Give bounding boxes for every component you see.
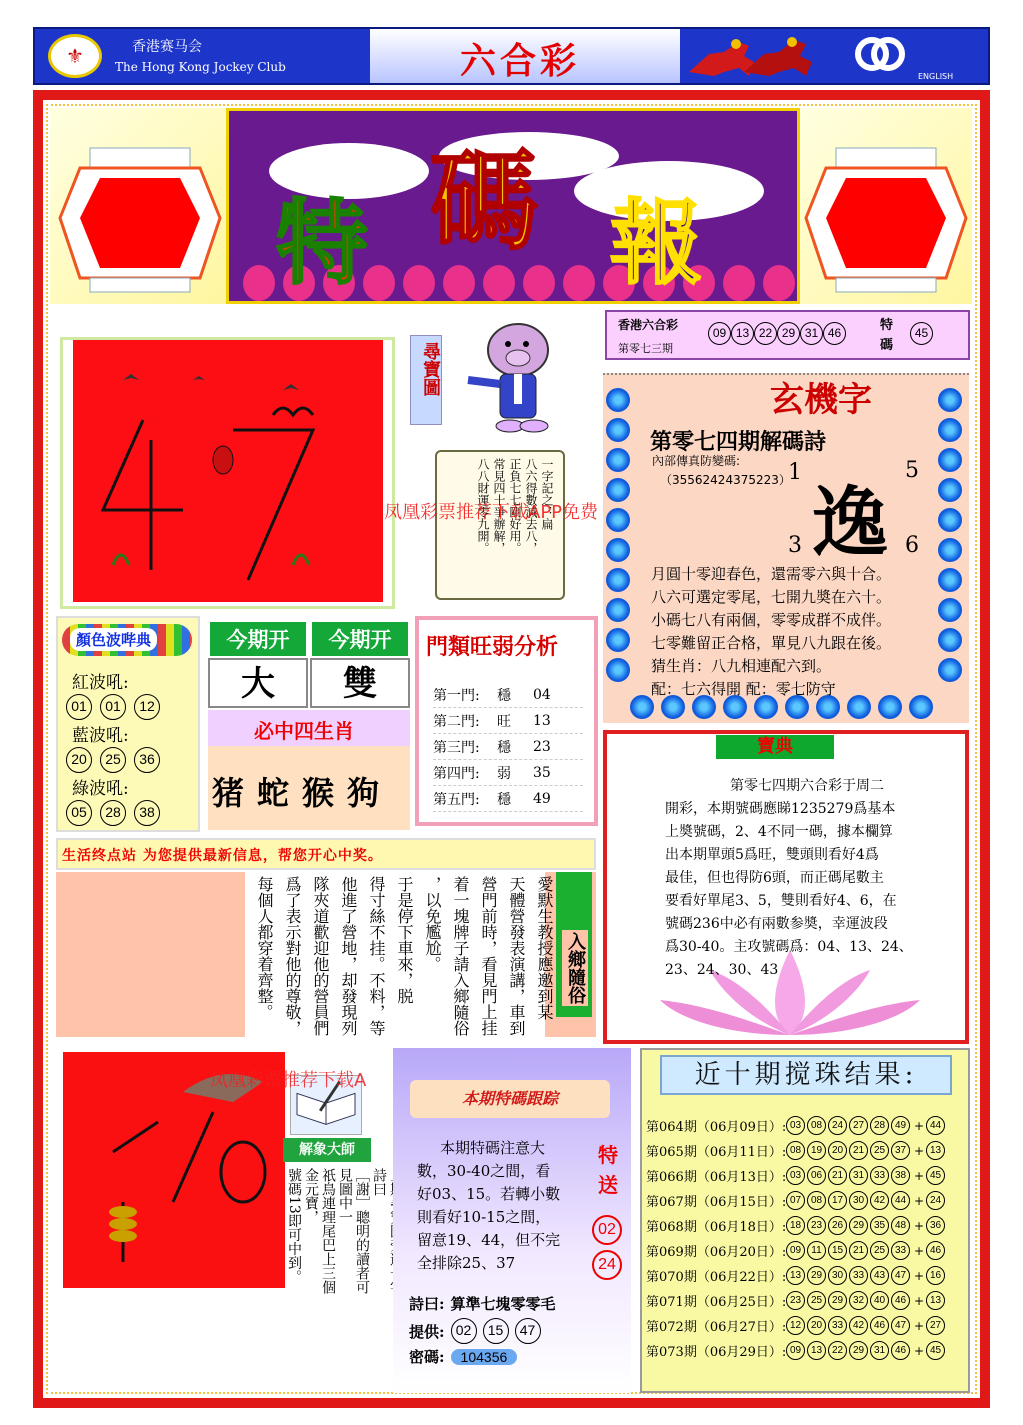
zodiac-animal: 猪 bbox=[212, 774, 245, 812]
table-row bbox=[433, 708, 583, 734]
special-ball: 45 bbox=[926, 1341, 945, 1360]
ball-number: 15 bbox=[483, 1318, 509, 1344]
poem-label: 詩曰: bbox=[409, 1295, 445, 1313]
ball-number: 25 bbox=[100, 747, 126, 773]
draw-label: 第066期（06月13日）: bbox=[646, 1170, 787, 1185]
door-analysis-table bbox=[433, 682, 583, 812]
door-label: 第二門: bbox=[433, 713, 480, 730]
ball-number: 05 bbox=[66, 800, 92, 826]
banner-char-3: 報 bbox=[610, 189, 703, 297]
last-result-label: 香港六合彩 bbox=[618, 318, 679, 332]
english-link-icon[interactable] bbox=[848, 34, 912, 74]
table-row bbox=[646, 1213, 966, 1238]
interpret-line: 詩曰 bbox=[371, 1168, 387, 1196]
special-send-number: 02 bbox=[592, 1215, 622, 1245]
ball-number: 25 bbox=[870, 1241, 889, 1260]
interpret-line: 號碼13即可中到。 bbox=[286, 1168, 302, 1284]
table-row bbox=[646, 1163, 966, 1188]
special-track-line: 全排除25、37 bbox=[417, 1254, 516, 1272]
zodiac-animal: 狗 bbox=[347, 774, 380, 812]
door-label: 第五門: bbox=[433, 791, 480, 808]
ball-number: 46 bbox=[870, 1316, 889, 1335]
ball-number: 43 bbox=[870, 1266, 889, 1285]
poem-text: 算準七塊零零毛 bbox=[450, 1295, 556, 1313]
poem-row bbox=[409, 1293, 556, 1314]
ball-number: 38 bbox=[891, 1166, 910, 1185]
ball-number: 08 bbox=[807, 1116, 826, 1135]
treasure-book-line: 23、24、30、43 bbox=[665, 962, 779, 978]
ball-number: 47 bbox=[891, 1316, 910, 1335]
ball-number: 29 bbox=[777, 322, 800, 345]
last-result-numbers bbox=[708, 322, 846, 345]
table-row bbox=[646, 1113, 966, 1138]
treasure-book-line: 要看好單尾3、5，雙則看好4、6，在 bbox=[665, 893, 897, 909]
plus-sign: + bbox=[914, 1218, 925, 1233]
plus-sign: + bbox=[914, 1343, 925, 1358]
door-number: 49 bbox=[533, 790, 551, 807]
last-result-period: 第零七三期 bbox=[618, 342, 673, 355]
interpret-text bbox=[285, 1168, 404, 1296]
treasure-map-label: 尋寶圖 bbox=[420, 342, 441, 396]
door-state: 弱 bbox=[497, 765, 511, 782]
special-label: 特碼 bbox=[880, 318, 894, 353]
interpret-line: ［謝］聰明的讀者可見圖中一 bbox=[337, 1168, 370, 1294]
code-label: 密碼: bbox=[409, 1348, 445, 1366]
ball-number: 35 bbox=[870, 1216, 889, 1235]
ball-number: 33 bbox=[891, 1241, 910, 1260]
table-row bbox=[433, 760, 583, 786]
banner-char-2: 碼 bbox=[430, 139, 539, 265]
banner-char-1: 特 bbox=[276, 189, 369, 297]
table-row bbox=[646, 1288, 966, 1313]
draw-label: 第064期（06月09日）: bbox=[646, 1120, 787, 1135]
pig-mascot-icon bbox=[460, 312, 580, 442]
ball-number: 02 bbox=[451, 1318, 477, 1344]
story-line: ，以免尷尬。 bbox=[423, 876, 442, 972]
fax-label: 內部傳真防變碼: bbox=[652, 454, 741, 468]
treasure-book-line: 上奬號碼，2、4不同一碼，據本欄算 bbox=[665, 824, 893, 840]
plus-sign: + bbox=[914, 1293, 925, 1308]
scroll-line: 八八財運零九開。 bbox=[476, 458, 490, 554]
draw-label: 第073期（06月29日）: bbox=[646, 1345, 787, 1360]
treasure-book-line: 出本期單頭5爲旺，雙頭則看好4爲 bbox=[665, 847, 879, 863]
color-wave-title: 顏色波哔典 bbox=[70, 628, 157, 651]
scroll-line: 一字記之：扁 bbox=[540, 458, 554, 530]
ball-number: 42 bbox=[849, 1316, 868, 1335]
ball-number: 01 bbox=[100, 694, 126, 720]
door-number: 13 bbox=[533, 712, 551, 729]
ball-number: 33 bbox=[870, 1166, 889, 1185]
ball-number: 49 bbox=[891, 1116, 910, 1135]
ball-number: 08 bbox=[807, 1191, 826, 1210]
ball-number: 13 bbox=[807, 1341, 826, 1360]
racehorses-icon bbox=[684, 32, 824, 80]
zodiac-animal: 蛇 bbox=[257, 774, 290, 812]
story-line: 愛默生教授應邀到某 bbox=[535, 876, 554, 1020]
ball-number: 29 bbox=[828, 1291, 847, 1310]
draw-label: 第072期（06月27日）: bbox=[646, 1320, 787, 1335]
odd-even-value: 雙 bbox=[310, 658, 410, 708]
code-row bbox=[409, 1346, 517, 1367]
ball-number: 30 bbox=[849, 1191, 868, 1210]
story-line: 營門前時，看見門上挂 bbox=[479, 876, 498, 1036]
door-label: 第三門: bbox=[433, 739, 480, 756]
mystery-char-title: 玄機字 bbox=[770, 380, 872, 420]
lantern-right bbox=[800, 108, 972, 304]
poem-line: 八六可選定零尾，七開九奬在六十。 bbox=[651, 588, 892, 606]
special-ball: 16 bbox=[926, 1266, 945, 1285]
ball-number: 28 bbox=[870, 1116, 889, 1135]
special-track-line: 數，30-40之間，看 bbox=[417, 1162, 551, 1180]
special-track-line: 則看好10-15之間， bbox=[417, 1208, 551, 1226]
ball-number: 29 bbox=[807, 1266, 826, 1285]
ball-number: 24 bbox=[828, 1116, 847, 1135]
corner-number: 1 bbox=[788, 460, 802, 485]
open-this-header: 今期开 bbox=[208, 620, 308, 658]
ball-number: 18 bbox=[786, 1216, 805, 1235]
treasure-book-title: 寶典 bbox=[716, 735, 834, 759]
draw-label: 第071期（06月25日）: bbox=[646, 1295, 787, 1310]
special-send-number: 24 bbox=[592, 1250, 622, 1280]
door-state: 穩 bbox=[497, 739, 511, 756]
corner-number: 3 bbox=[788, 533, 802, 558]
table-row bbox=[646, 1338, 966, 1363]
flower-border bbox=[938, 388, 962, 706]
ball-number: 28 bbox=[100, 800, 126, 826]
special-track-title: 本期特碼跟踪 bbox=[410, 1080, 610, 1118]
story-line: 于是停下車來，脱 bbox=[395, 876, 414, 1004]
recent-draws-table bbox=[646, 1113, 966, 1363]
treasure-book-line: 爲30-40。主攻號碼爲：04、13、24、 bbox=[665, 939, 913, 955]
table-row bbox=[646, 1188, 966, 1213]
ball-number: 12 bbox=[786, 1316, 805, 1335]
ball-number: 03 bbox=[786, 1166, 805, 1185]
mystery-char: 逸 bbox=[812, 478, 888, 567]
poem-line: 配：七六得開 配：零七防守 bbox=[651, 680, 836, 698]
ball-number: 15 bbox=[828, 1241, 847, 1260]
ball-number: 38 bbox=[134, 800, 160, 826]
green-wave-numbers bbox=[66, 800, 160, 826]
english-link[interactable]: ENGLISH bbox=[918, 72, 954, 81]
ball-number: 09 bbox=[786, 1241, 805, 1260]
ball-number: 46 bbox=[891, 1291, 910, 1310]
ball-number: 46 bbox=[891, 1341, 910, 1360]
special-track-line: 本期特碼注意大 bbox=[440, 1139, 546, 1157]
corner-number: 6 bbox=[905, 533, 919, 558]
table-row bbox=[433, 682, 583, 708]
flower-border bbox=[606, 388, 630, 706]
draw-label: 第069期（06月20日）: bbox=[646, 1245, 787, 1260]
open-this-header: 今期开 bbox=[310, 620, 410, 658]
treasure-book-line: 開彩，本期號碼應睇1235279爲基本 bbox=[665, 801, 896, 817]
table-row bbox=[646, 1238, 966, 1263]
scroll-line: 正負七七剛好用。 bbox=[508, 458, 522, 554]
door-state: 穩 bbox=[497, 791, 511, 808]
ball-number: 46 bbox=[823, 322, 846, 345]
ball-number: 27 bbox=[849, 1116, 868, 1135]
door-number: 04 bbox=[533, 686, 551, 703]
ball-number: 47 bbox=[515, 1318, 541, 1344]
treasure-map bbox=[73, 340, 383, 602]
door-number: 35 bbox=[533, 764, 551, 781]
table-row bbox=[646, 1138, 966, 1163]
ball-number: 20 bbox=[828, 1141, 847, 1160]
ball-number: 23 bbox=[807, 1216, 826, 1235]
treasure-book-line: 第零七四期六合彩于周二 bbox=[730, 778, 884, 794]
ball-number: 20 bbox=[66, 747, 92, 773]
story-line: 每個人都穿着齊整。 bbox=[255, 876, 274, 1020]
ball-number: 06 bbox=[807, 1166, 826, 1185]
story-line: 隊夾道歡迎他的營員們 bbox=[311, 876, 330, 1036]
ball-number: 23 bbox=[786, 1291, 805, 1310]
door-analysis-title: 門類旺弱分析 bbox=[426, 634, 559, 660]
plus-sign: + bbox=[914, 1243, 925, 1258]
special-ball: 44 bbox=[926, 1116, 945, 1135]
recent-draws-title: 近十期搅珠结果: bbox=[660, 1055, 952, 1095]
plus-sign: + bbox=[914, 1168, 925, 1183]
ball-number: 13 bbox=[786, 1266, 805, 1285]
ball-number: 42 bbox=[870, 1191, 889, 1210]
green-wave-label: 綠波吼: bbox=[72, 779, 129, 799]
ball-number: 25 bbox=[870, 1141, 889, 1160]
ball-number: 32 bbox=[849, 1291, 868, 1310]
plus-sign: + bbox=[914, 1193, 925, 1208]
ball-number: 21 bbox=[828, 1166, 847, 1185]
ball-number: 48 bbox=[891, 1216, 910, 1235]
hkjc-logo[interactable]: ⚜ bbox=[48, 34, 102, 78]
ball-number: 36 bbox=[134, 747, 160, 773]
ball-number: 25 bbox=[807, 1291, 826, 1310]
ball-number: 12 bbox=[134, 694, 160, 720]
poem-line: 猜生肖：八九相連配六到。 bbox=[651, 657, 832, 675]
code-value: 104356 bbox=[451, 1349, 518, 1365]
treasure-book-line: 號碼236中必有兩數参奬，幸運波段 bbox=[665, 916, 888, 932]
life-banner: 生活终点站 为您提供最新信息，帮您开心中奖。 bbox=[62, 848, 383, 864]
app-watermark[interactable]: 凤凰彩票推荐下载APP免费 bbox=[384, 502, 599, 523]
ball-number: 17 bbox=[828, 1191, 847, 1210]
table-row bbox=[433, 786, 583, 812]
poem-line: 七零難留正合格，單見八九跟在後。 bbox=[651, 634, 892, 652]
special-ball: 45 bbox=[926, 1166, 945, 1185]
ball-number: 44 bbox=[891, 1191, 910, 1210]
draw-label: 第068期（06月18日）: bbox=[646, 1220, 787, 1235]
poem-title: 第零七四期解碼詩 bbox=[650, 429, 827, 455]
red-wave-numbers bbox=[66, 694, 160, 720]
page-title: 六合彩 bbox=[459, 41, 580, 82]
lantern-left bbox=[50, 108, 226, 304]
door-label: 第一門: bbox=[433, 687, 480, 704]
plus-sign: + bbox=[914, 1268, 925, 1283]
provide-row bbox=[409, 1318, 541, 1344]
scroll-line: 常見四十爭辦解， bbox=[492, 458, 506, 554]
plus-sign: + bbox=[914, 1118, 925, 1133]
ball-number: 31 bbox=[800, 322, 823, 345]
corner-number: 5 bbox=[905, 458, 919, 483]
story-line: 他進了營地，却發現列 bbox=[339, 876, 358, 1036]
zodiac-animal: 猴 bbox=[302, 774, 335, 812]
door-label: 第四門: bbox=[433, 765, 480, 782]
story-line: 得寸絲不挂。不料，等 bbox=[367, 876, 386, 1036]
special-ball: 46 bbox=[926, 1241, 945, 1260]
ball-number: 31 bbox=[849, 1166, 868, 1185]
draw-label: 第070期（06月22日）: bbox=[646, 1270, 787, 1285]
draw-label: 第067期（06月15日）: bbox=[646, 1195, 787, 1210]
blue-wave-label: 藍波吼: bbox=[72, 726, 129, 746]
draw-label: 第065期（06月11日）: bbox=[646, 1145, 787, 1160]
table-row bbox=[646, 1263, 966, 1288]
table-row bbox=[433, 734, 583, 760]
ball-number: 09 bbox=[786, 1341, 805, 1360]
ball-number: 29 bbox=[849, 1341, 868, 1360]
fax-code: （35562424375223） bbox=[660, 473, 791, 487]
ball-number: 08 bbox=[786, 1141, 805, 1160]
story-line: 爲了表示對他的尊敬， bbox=[283, 876, 302, 1036]
app-watermark[interactable]: 凤凰彩票推荐下载A bbox=[210, 1070, 367, 1091]
special-send-label: 特送 bbox=[598, 1143, 618, 1197]
ball-number: 11 bbox=[807, 1241, 826, 1260]
ball-number: 07 bbox=[786, 1191, 805, 1210]
scroll-line: 八六得數減去八， bbox=[524, 458, 538, 554]
poem-line: 小碼七八有兩個，零零成群不成伴。 bbox=[651, 611, 892, 629]
door-number: 23 bbox=[533, 738, 551, 755]
ball-number: 37 bbox=[891, 1141, 910, 1160]
club-name-cn: 香港赛马会 bbox=[132, 39, 202, 55]
ball-number: 09 bbox=[708, 322, 731, 345]
ball-number: 13 bbox=[731, 322, 754, 345]
big-small-value: 大 bbox=[208, 658, 308, 708]
door-state: 旺 bbox=[497, 713, 511, 730]
ball-number: 01 bbox=[66, 694, 92, 720]
special-number: 45 bbox=[910, 322, 933, 345]
ball-number: 33 bbox=[828, 1316, 847, 1335]
club-name-en: The Hong Kong Jockey Club bbox=[115, 60, 286, 74]
interpret-master-label: 解象大師 bbox=[283, 1138, 371, 1162]
plus-sign: + bbox=[914, 1318, 925, 1333]
ball-number: 22 bbox=[754, 322, 777, 345]
story-title: 入鄉隨俗 bbox=[562, 930, 588, 1006]
plus-sign: + bbox=[914, 1143, 925, 1158]
blue-wave-numbers bbox=[66, 747, 160, 773]
ball-number: 21 bbox=[849, 1141, 868, 1160]
ball-number: 03 bbox=[786, 1116, 805, 1135]
door-state: 穩 bbox=[497, 687, 511, 704]
story-line: 天體營發表演講，車到 bbox=[507, 876, 526, 1036]
special-ball: 36 bbox=[926, 1216, 945, 1235]
special-track-line: 好03、15。若轉小數 bbox=[417, 1185, 561, 1203]
ball-number: 19 bbox=[807, 1141, 826, 1160]
special-ball: 13 bbox=[926, 1291, 945, 1310]
ball-number: 40 bbox=[870, 1291, 889, 1310]
special-track-line: 留意19、44，但不完 bbox=[417, 1231, 561, 1249]
interpret-line: 祇鳥連理尾巴上三個金元寶， bbox=[303, 1168, 336, 1294]
red-wave-label: 紅波吼: bbox=[72, 673, 129, 693]
zodiac-title: 必中四生肖 bbox=[254, 719, 354, 743]
treasure-book-line: 最佳，但也得防6頭，而正碼尾數主 bbox=[665, 870, 884, 886]
ball-number: 20 bbox=[807, 1316, 826, 1335]
life-story bbox=[250, 876, 558, 1036]
table-row bbox=[646, 1313, 966, 1338]
poem-line: 月圓十零迎春色，還需零六與十合。 bbox=[651, 565, 892, 583]
ball-number: 31 bbox=[870, 1341, 889, 1360]
story-line: 着一塊牌子請入鄉隨俗 bbox=[451, 876, 470, 1036]
ball-number: 33 bbox=[849, 1266, 868, 1285]
ball-number: 21 bbox=[849, 1241, 868, 1260]
special-ball: 27 bbox=[926, 1316, 945, 1335]
ball-number: 22 bbox=[828, 1341, 847, 1360]
ball-number: 26 bbox=[828, 1216, 847, 1235]
ball-number: 30 bbox=[828, 1266, 847, 1285]
zodiac-list bbox=[212, 768, 379, 814]
ball-number: 47 bbox=[891, 1266, 910, 1285]
special-ball: 13 bbox=[926, 1141, 945, 1160]
ball-number: 29 bbox=[849, 1216, 868, 1235]
special-ball: 24 bbox=[926, 1191, 945, 1210]
provide-label: 提供: bbox=[409, 1322, 445, 1341]
